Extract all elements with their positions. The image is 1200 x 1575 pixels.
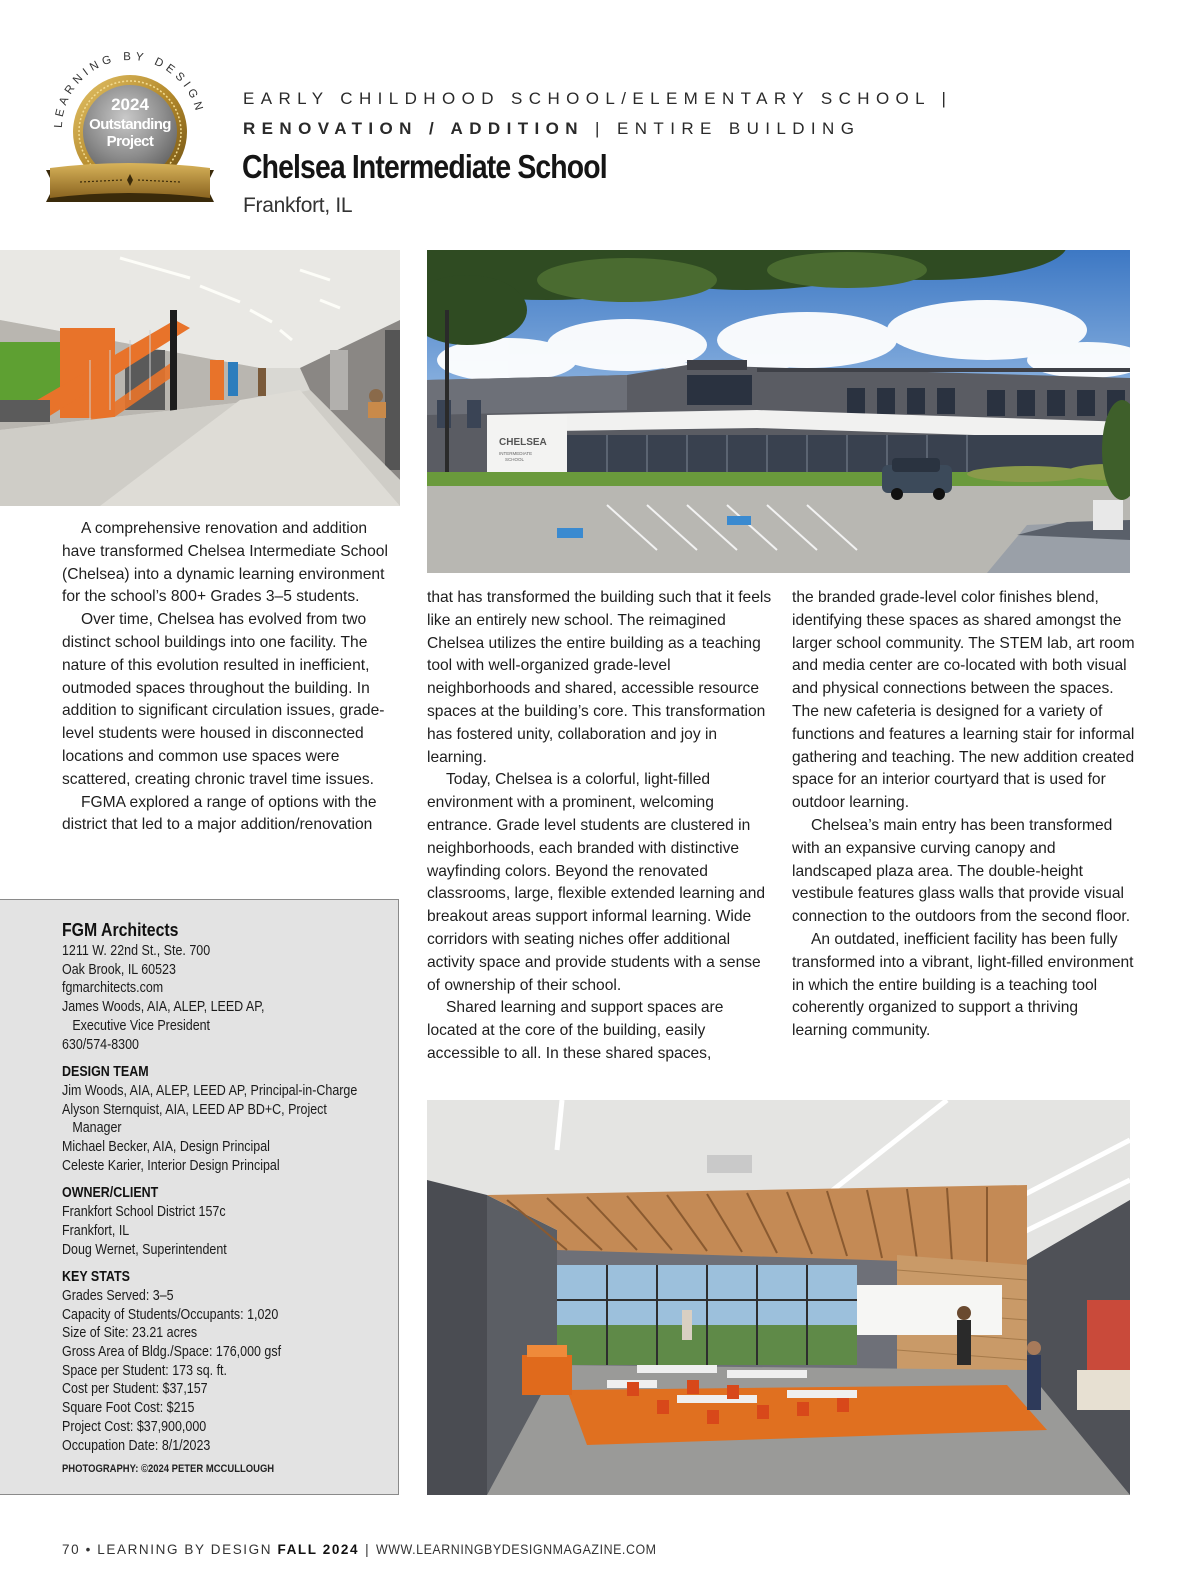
paragraph: Over time, Chelsea has evolved from two distinct school buildings into one facility. The nature of this evolution resulted in inefficient, outmoded spaces throughout the building. In addition to significant circulation issues, grade-level students were housed in disconnected locations and common use spaces were scattered, creating chronic travel time issues. (62, 611, 385, 788)
badge-year: 2024 (111, 95, 149, 114)
design-team-member-cont: Manager (72, 1120, 122, 1137)
category-separator: | (595, 119, 606, 138)
firm-address-line: 1211 W. 22nd St., Ste. 700 (62, 943, 211, 959)
design-team-member: Alyson Sternquist, AIA, LEED AP BD+C, Project (62, 1101, 327, 1118)
category-line-1: EARLY CHILDHOOD SCHOOL/ELEMENTARY SCHOOL | (243, 89, 953, 108)
project-location: Frankfort, IL (243, 194, 353, 217)
footer-separator: | (365, 1542, 371, 1557)
stat-line: Size of Site: 23.21 acres (62, 1325, 198, 1342)
exterior-sign-sub2: SCHOOL (505, 457, 525, 462)
category-line-2 (243, 119, 860, 139)
paragraph: that has transformed the building such that it feels like an entirely new school. The reimagined Chelsea utilizes the entire building as a teaching tool with well-organized grade-level neighborhoods and shared, accessible resource spaces at the building’s core. This transformation has fostered unity, collaboration and joy in learning. (427, 589, 772, 766)
key-stats-heading: KEY STATS (62, 1269, 130, 1286)
badge-arc-text: LEARNING BY DESIGN (52, 50, 206, 129)
paragraph: FGMA explored a range of options with the district that led to a major addition/renovation (62, 793, 377, 834)
footer-bullet: • (85, 1542, 92, 1557)
category-rest: ENTIRE BUILDING (617, 119, 861, 138)
page-title: Chelsea Intermediate School (242, 148, 607, 185)
design-team-member: Jim Woods, AIA, ALEP, LEED AP, Principal-in-Charge (62, 1082, 358, 1099)
stat-line: Gross Area of Bldg./Space: 176,000 gsf (62, 1344, 282, 1361)
design-team-member: Celeste Karier, Interior Design Principal (62, 1157, 280, 1174)
exterior-photo (427, 250, 1130, 573)
learning-space-photo (427, 1100, 1130, 1495)
paragraph: the branded grade-level color finishes blend, identifying these spaces as shared amongst the larger school community. The STEM lab, art room and media center are co-located with both visual and physical connections between the spaces. The new cafeteria is designed for a variety of functions and features a learning stair for informal gathering and teaching. The new addition created space for an interior courtyard that is used for outdoor learning. (792, 589, 1135, 812)
stat-line: Square Foot Cost: $215 (62, 1400, 195, 1417)
badge-line1: Outstanding (89, 116, 171, 133)
firm-website: fgmarchitects.com (62, 980, 164, 997)
firm-name: FGM Architects (62, 920, 179, 940)
owner-line: Frankfort School District 157c (62, 1204, 226, 1221)
page-number: 70 (62, 1542, 81, 1557)
stat-line: Project Cost: $37,900,000 (62, 1418, 207, 1435)
firm-contact: James Woods, AIA, ALEP, LEED AP, (62, 999, 265, 1016)
page-footer (62, 1542, 681, 1557)
paragraph: Chelsea’s main entry has been transformed with an expansive curving canopy and landscaped plaza area. The double-height vestibule features glass walls that provide visual connection to the outdoors from the second floor. (792, 816, 1131, 926)
design-team-heading: DESIGN TEAM (62, 1064, 149, 1081)
exterior-sign: CHELSEA (499, 437, 547, 448)
owner-heading: OWNER/CLIENT (62, 1185, 159, 1202)
owner-line: Doug Wernet, Superintendent (62, 1241, 227, 1258)
owner-line: Frankfort, IL (62, 1222, 130, 1239)
project-info-box (0, 899, 399, 1495)
issue-label: FALL 2024 (277, 1542, 360, 1557)
magazine-url[interactable]: WWW.LEARNINGBYDESIGNMAGAZINE.COM (376, 1542, 657, 1557)
stat-line: Cost per Student: $37,157 (62, 1381, 208, 1398)
paragraph: Shared learning and support spaces are located at the core of the building, easily accessible to all. In these shared spaces, (427, 999, 724, 1062)
article-column-3 (792, 587, 1137, 1043)
paragraph: An outdated, inefficient facility has been fully transformed into a vibrant, light-filled environment in which the entire building is a teaching tool coherently organized to support a thriving learning community. (792, 930, 1134, 1040)
stat-line: Space per Student: 173 sq. ft. (62, 1362, 227, 1379)
stat-line: Capacity of Students/Occupants: 1,020 (62, 1306, 279, 1323)
exterior-sign-sub1: INTERMEDIATE (499, 451, 533, 456)
article-column-1 (62, 518, 402, 837)
badge-line2: Project (106, 133, 154, 150)
paragraph: Today, Chelsea is a colorful, light-filled environment with a prominent, welcoming entrance. Grade level students are clustered in neighborhoods, each branded with distinctive wayfinding colors. Beyond the renovated classrooms, large, flexible extended learning and breakout areas support informal learning. Wide corridors with seating niches offer additional activity space and provide students with a sense of ownership of their school. (427, 771, 766, 994)
stat-line: Grades Served: 3–5 (62, 1287, 174, 1304)
firm-contact-title: Executive Vice President (72, 1017, 211, 1034)
firm-address-line: Oak Brook, IL 60523 (62, 961, 176, 978)
firm-phone: 630/574-8300 (62, 1036, 139, 1053)
article-column-2 (427, 587, 772, 1066)
paragraph: A comprehensive renovation and addition have transformed Chelsea Intermediate School (Chelsea) into a dynamic learning environment for the school’s 800+ Grades 3–5 students. (62, 520, 388, 606)
stat-line: Occupation Date: 8/1/2023 (62, 1437, 211, 1454)
design-team-member: Michael Becker, AIA, Design Principal (62, 1139, 270, 1156)
magazine-name: LEARNING BY DESIGN (97, 1542, 273, 1557)
award-badge (40, 40, 220, 225)
category-bold: RENOVATION / ADDITION (243, 119, 584, 138)
photo-credit: PHOTOGRAPHY: ©2024 PETER MCCULLOUGH (62, 1463, 275, 1476)
corridor-photo (0, 250, 400, 506)
